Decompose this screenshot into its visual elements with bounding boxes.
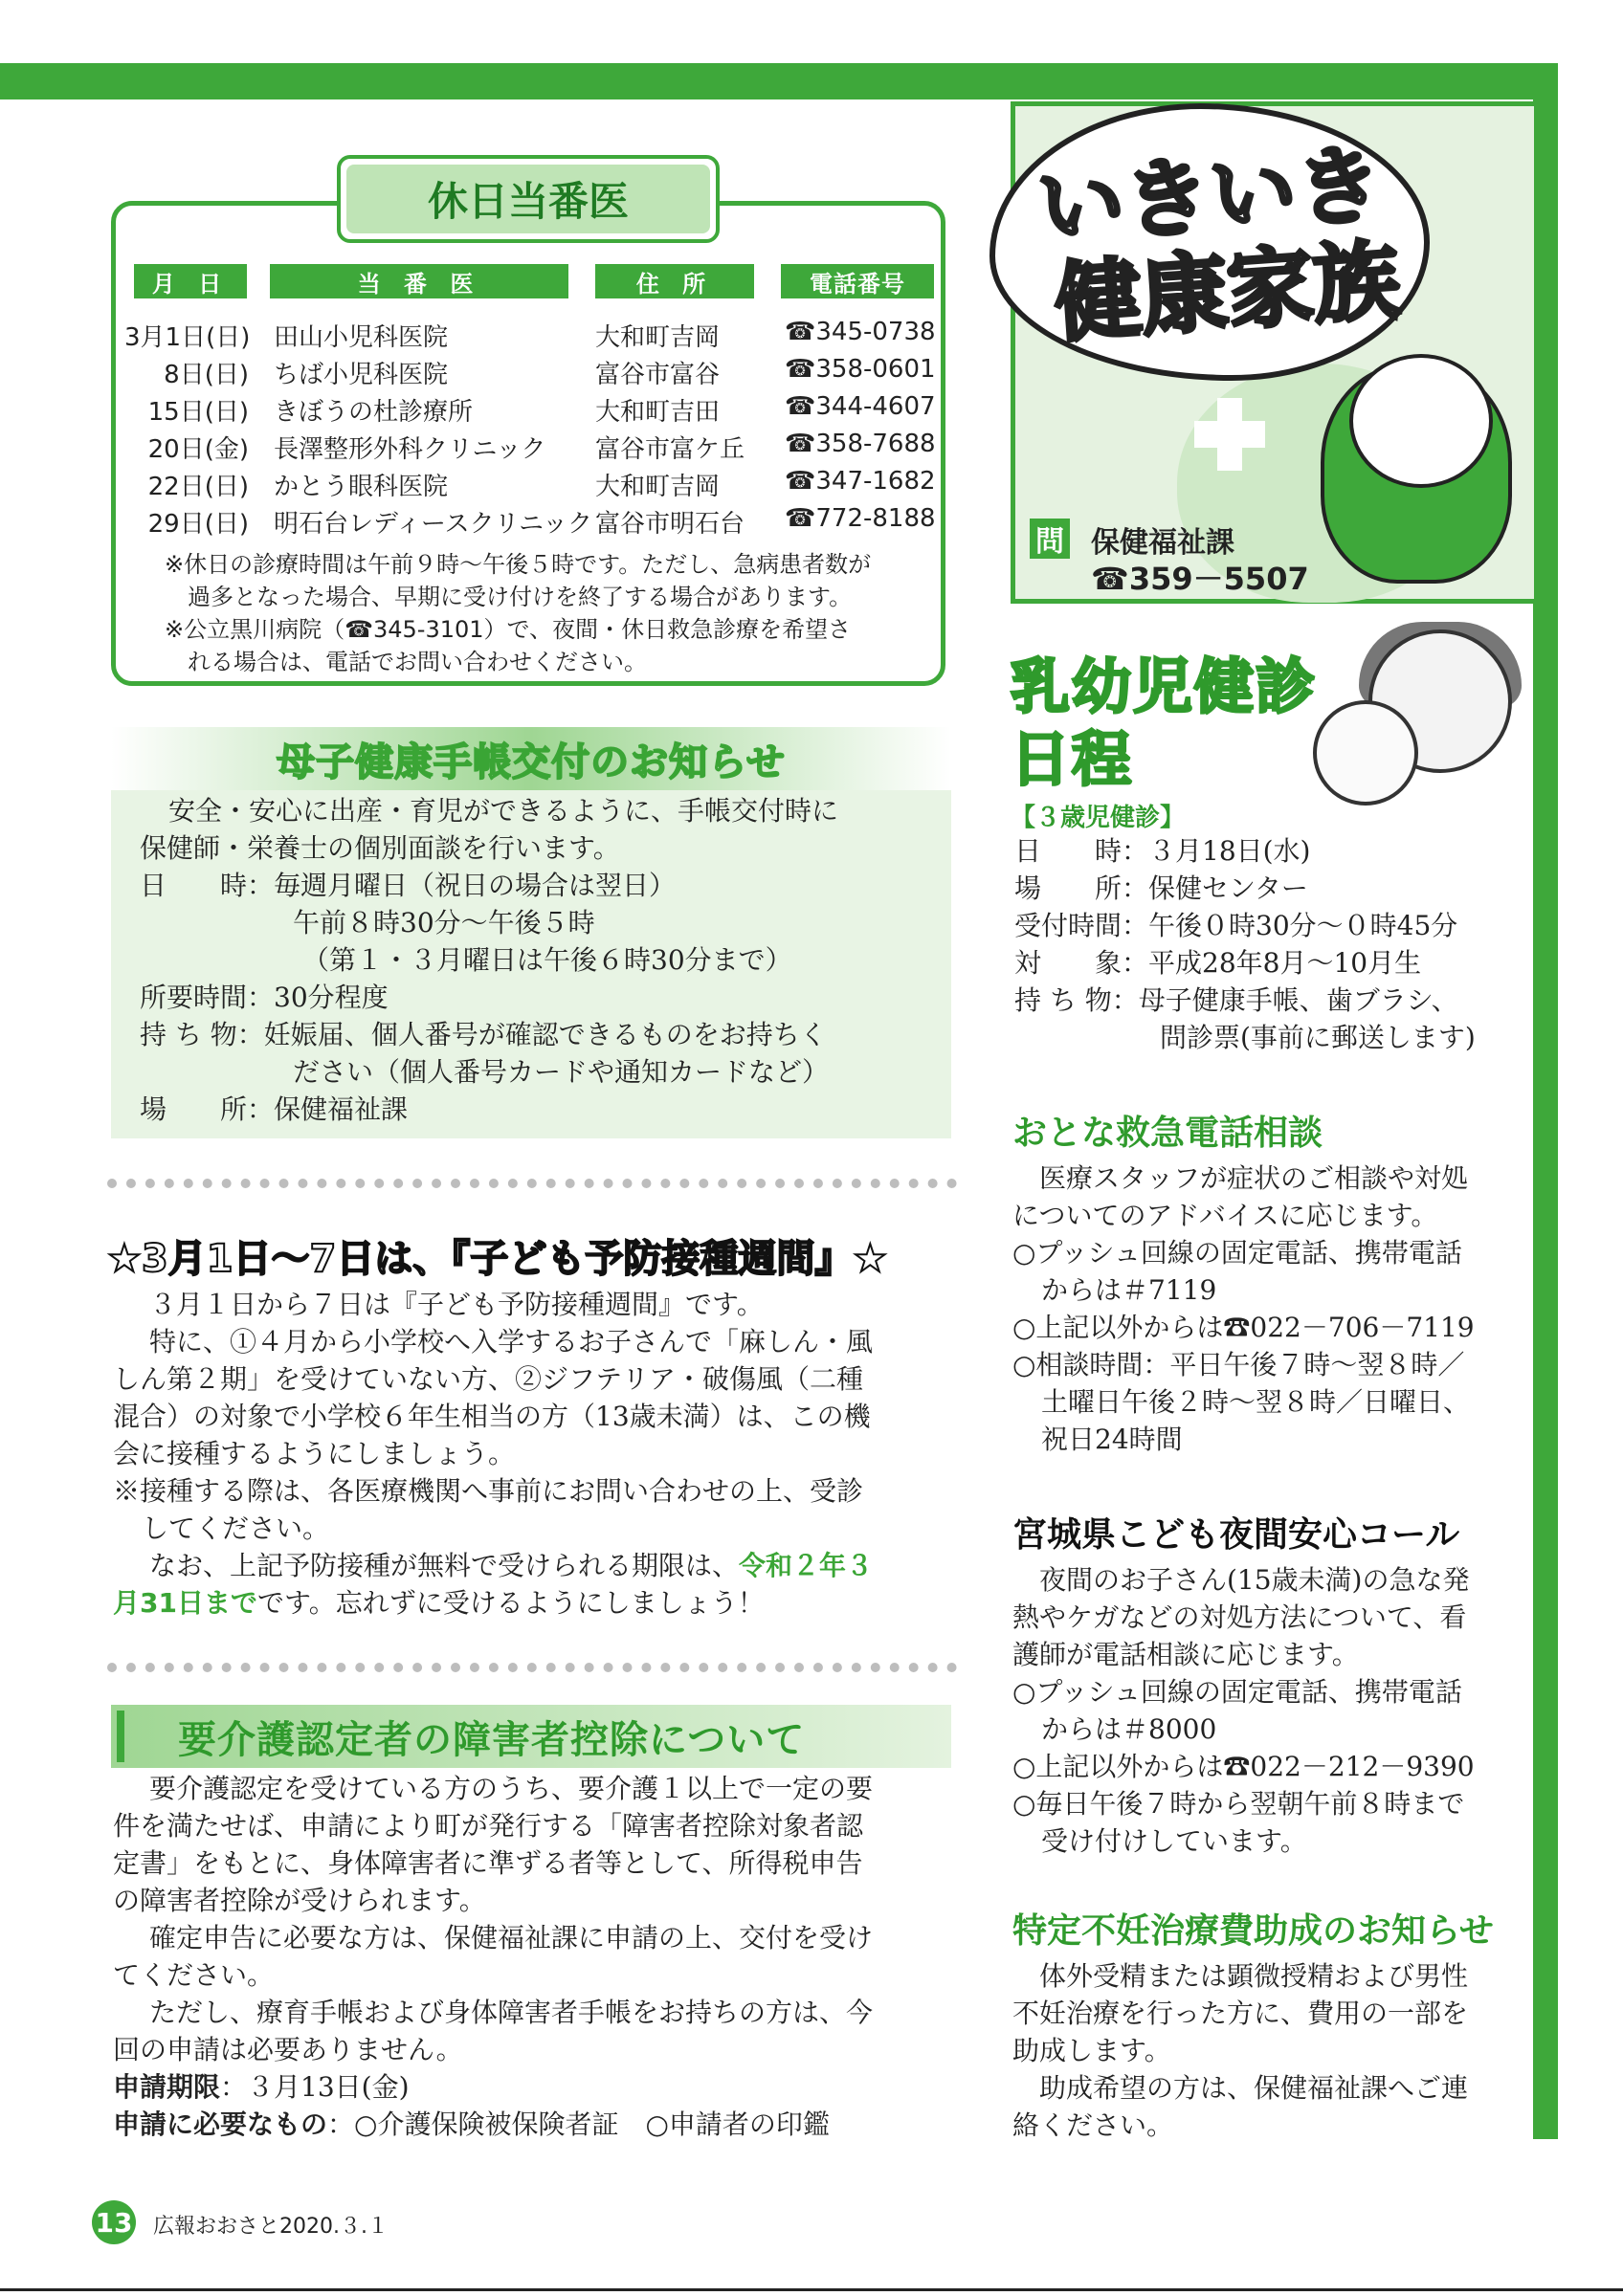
dotted-divider <box>107 1663 957 1672</box>
header-doctor: 当 番 医 <box>270 264 568 298</box>
body-text: 医療スタッフが症状のご相談や対処 <box>1039 1162 1469 1194</box>
body-text: ○プッシュ回線の固定電話、携帯電話 <box>1012 1237 1462 1269</box>
cross-icon <box>1194 421 1265 448</box>
body-text: 確定申告に必要な方は、保健福祉課に申請の上、交付を受け <box>149 1922 874 1954</box>
body-text: ただし、療育手帳および身体障害者手帳をお持ちの方は、今 <box>149 1997 874 2028</box>
kaigo-title-band <box>111 1705 951 1768</box>
holiday-note: れる場合は、電話でお問い合わせください。 <box>188 649 647 675</box>
dotted-divider <box>107 1179 957 1188</box>
body-text: 日 時：３月18日(水) <box>1014 835 1311 867</box>
holiday-doctor-title: 休日当番医 <box>337 155 720 243</box>
body-text: ○上記以外からは☎022－706－7119 <box>1012 1312 1475 1343</box>
body-text: の障害者控除が受けられます。 <box>113 1885 486 1916</box>
body-text: 保健師・栄養士の個別面談を行います。 <box>140 832 620 864</box>
nyuyouji-subtitle: 【３歳児健診】 <box>1011 804 1186 832</box>
holiday-note: ※公立黒川病院（☎345-3101）で、夜間・休日救急診療を希望さ <box>165 616 852 643</box>
body-text: 助成希望の方は、保健福祉課へご連 <box>1039 2072 1469 2104</box>
body-text: 要介護認定を受けている方のうち、要介護１以上で一定の要 <box>149 1773 874 1804</box>
body-text: ３月１日から７日は『子ども予防接種週間』です。 <box>149 1289 764 1320</box>
body-text: 熱やケガなどの対処方法について、看 <box>1012 1601 1467 1633</box>
body-text: からは＃8000 <box>1041 1713 1217 1745</box>
body-text: 祝日24時間 <box>1041 1424 1183 1455</box>
holiday-note: 過多となった場合、早期に受け付けを終了する場合があります。 <box>188 584 853 610</box>
body-text: 持 ち 物：母子健康手帳、歯ブラシ、 <box>1014 984 1458 1016</box>
otona-title: おとな救急電話相談 <box>1012 1114 1323 1153</box>
deadline-highlight: 月31日まで <box>113 1587 257 1619</box>
yobou-title: ★3月1日～7日は、『子ども予防接種週間』★ <box>107 1237 888 1281</box>
table-row: 20日(金) 長澤整形外科クリニック 富谷市富ケ丘 ☎358-7688 <box>147 430 936 464</box>
body-text: 日 時：毎週月曜日（祝日の場合は翌日） <box>140 870 677 901</box>
body-text: 受付時間：午後０時30分～０時45分 <box>1014 910 1458 941</box>
kodomo-title: 宮城県こども夜間安心コール <box>1012 1515 1460 1555</box>
child-illustration <box>1313 700 1418 806</box>
body-text: ※接種する際は、各医療機関へ事前にお問い合わせの上、受診 <box>113 1475 864 1507</box>
body-text: 護師が電話相談に応じます。 <box>1012 1639 1359 1670</box>
body-text: （第１・３月曜日は午後６時30分まで） <box>302 944 792 976</box>
body-text: 月31日までです。忘れずに受けるようにしましょう！ <box>113 1587 765 1619</box>
deadline-highlight: 令和２年３ <box>739 1550 874 1581</box>
body-text: 対 象：平成28年8月～10月生 <box>1014 947 1422 979</box>
ikiiki-title-line2: 健康家族 <box>1052 230 1403 355</box>
body-text: についてのアドバイスに応じます。 <box>1012 1200 1438 1231</box>
body-text: してください。 <box>142 1512 330 1544</box>
body-text: しん第２期」を受けていない方、②ジフテリア・破傷風（二種 <box>113 1363 864 1395</box>
body-text: 回の申請は必要ありません。 <box>113 2034 463 2065</box>
body-text: 場 所：保健福祉課 <box>140 1093 409 1125</box>
body-text: ○毎日午後７時から翌朝午前８時まで <box>1012 1788 1465 1820</box>
mascot-face <box>1349 354 1493 488</box>
body-text: 持 ち 物：妊娠届、個人番号が確認できるものをお持ちく <box>140 1019 827 1050</box>
ikiiki-tel: ☎359－5507 <box>1091 561 1309 597</box>
body-text: ○相談時間：平日午後７時～翌８時／ <box>1012 1349 1465 1380</box>
body-text: からは＃7119 <box>1041 1274 1217 1306</box>
body-text: 場 所：保健センター <box>1014 872 1308 904</box>
top-green-bar <box>0 63 1558 99</box>
ikiiki-title-line1: いきいき <box>1034 134 1386 259</box>
body-text: 件を満たせば、申請により町が発行する「障害者控除対象者認 <box>113 1810 864 1842</box>
holiday-note: ※休日の診療時間は午前９時～午後５時です。ただし、急病患者数が <box>165 551 872 578</box>
nyuyouji-title: 乳幼児健診 <box>1011 651 1318 721</box>
inquiry-label: 問 <box>1030 519 1070 559</box>
funin-title: 特定不妊治療費助成のお知らせ <box>1012 1911 1494 1951</box>
body-text: 混合）の対象で小学校６年生相当の方（13歳未満）は、この機 <box>113 1401 871 1432</box>
body-text: 申請期限：３月13日(金) <box>113 2071 410 2103</box>
table-row: 22日(日) かとう眼科医院 大和町吉岡 ☎347-1682 <box>147 467 936 501</box>
header-phone: 電話番号 <box>781 264 934 298</box>
body-text: 定書」をもとに、身体障害者に準ずる者等として、所得税申告 <box>113 1847 863 1879</box>
table-row: 3月1日(日) 田山小児科医院 大和町吉岡 ☎345-0738 <box>124 318 936 352</box>
body-text: 特に、①４月から小学校へ入学するお子さんで「麻しん・風 <box>149 1326 874 1358</box>
table-row: 29日(日) 明石台レディースクリニック 富谷市明石台 ☎772-8188 <box>147 504 936 539</box>
nyuyouji-title: 日程 <box>1011 724 1134 794</box>
body-text: てください。 <box>113 1959 275 1991</box>
boshi-title-band <box>111 727 951 790</box>
body-text: 問診票(事前に郵送します) <box>1160 1022 1476 1053</box>
kaigo-title: 要介護認定者の障害者控除について <box>178 1717 806 1762</box>
page-number: 13 <box>92 2200 136 2244</box>
body-text: 安全・安心に出産・育児ができるように、手帳交付時に <box>168 795 839 827</box>
body-text: 土曜日午後２時～翌８時／日曜日、 <box>1041 1386 1471 1418</box>
body-text: ○上記以外からは☎022－212－9390 <box>1012 1751 1475 1782</box>
body-text: 午前８時30分～午後５時 <box>293 907 595 938</box>
body-text: 体外受精または顕微授精および男性 <box>1039 1960 1469 1992</box>
body-text: ださい（個人番号カードや通知カードなど） <box>293 1056 830 1088</box>
body-text: 助成します。 <box>1012 2035 1171 2066</box>
body-text: 不妊治療を行った方に、費用の一部を <box>1012 1998 1469 2029</box>
header-date: 月 日 <box>134 264 247 298</box>
body-text: 受け付けしています。 <box>1041 1825 1307 1857</box>
footer-publication: 広報おおさと2020.３.１ <box>153 2215 389 2239</box>
ikiiki-dept: 保健福祉課 <box>1091 526 1234 560</box>
body-text: 所要時間：30分程度 <box>140 982 389 1013</box>
boshi-title: 母子健康手帳交付のお知らせ <box>277 740 786 784</box>
bottom-rule <box>0 2288 1623 2291</box>
body-text: 絡ください。 <box>1012 2109 1174 2141</box>
header-address: 住 所 <box>595 264 754 298</box>
table-row: 8日(日) ちば小児科医院 富谷市富谷 ☎358-0601 <box>164 355 936 389</box>
body-text: 会に接種するようにしましょう。 <box>113 1438 516 1469</box>
body-text: ○プッシュ回線の固定電話、携帯電話 <box>1012 1676 1462 1708</box>
table-row: 15日(日) きぼうの杜診療所 大和町吉田 ☎344-4607 <box>147 392 936 427</box>
body-text: 夜間のお子さん(15歳未満)の急な発 <box>1039 1564 1470 1596</box>
body-text: 申請に必要なもの：○介護保険被保険者証 ○申請者の印鑑 <box>113 2108 830 2140</box>
body-text: なお、上記予防接種が無料で受けられる期限は、令和２年３ <box>149 1550 874 1581</box>
